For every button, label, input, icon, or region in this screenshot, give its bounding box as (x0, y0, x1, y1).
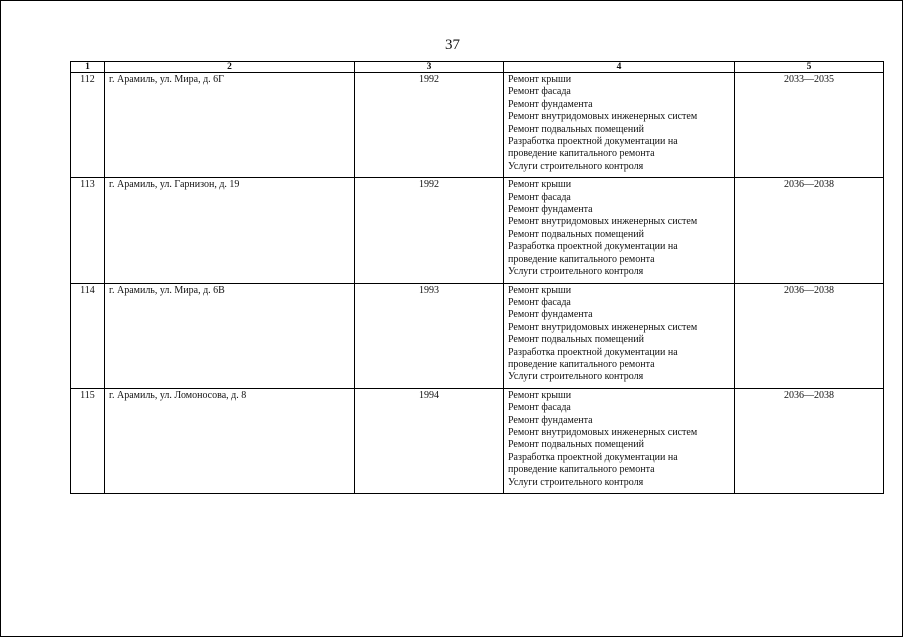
table-row (71, 73, 884, 178)
work-item: Ремонт подвальных помещений (508, 228, 644, 240)
work-item: проведение капитального ремонта (508, 148, 655, 160)
header-row (71, 62, 884, 73)
year-cell: 1992 (355, 178, 504, 283)
work-item: Ремонт внутридомовых инженерных систем (508, 216, 698, 228)
work-item: Услуги строительного контроля (508, 160, 644, 172)
work-item: Ремонт крыши (508, 179, 572, 191)
row-number: 114 (71, 283, 105, 388)
work-item: Ремонт подвальных помещений (508, 334, 644, 346)
row-number: 113 (71, 178, 105, 283)
period-cell: 2036—2038 (735, 283, 884, 388)
row-number: 112 (71, 73, 105, 178)
period-cell: 2036—2038 (735, 178, 884, 283)
address-cell: г. Арамиль, ул. Ломоносова, д. 8 (105, 388, 355, 493)
work-item: проведение капитального ремонта (508, 358, 655, 370)
work-item: Разработка проектной документации на (508, 451, 678, 463)
address-cell: г. Арамиль, ул. Мира, д. 6В (105, 283, 355, 388)
work-item: Ремонт фасада (508, 86, 571, 98)
work-item: проведение капитального ремонта (508, 253, 655, 265)
work-item: Разработка проектной документации на (508, 136, 678, 148)
work-item: Ремонт крыши (508, 284, 572, 296)
year-cell: 1994 (355, 388, 504, 493)
work-item: Ремонт крыши (508, 74, 572, 85)
work-item: Ремонт крыши (508, 389, 572, 401)
period-cell: 2036—2038 (735, 388, 884, 493)
work-item: Ремонт внутридомовых инженерных систем (508, 426, 698, 438)
work-item: Ремонт фундамента (508, 414, 593, 426)
column-header-2: 2 (105, 62, 355, 73)
work-item: Ремонт внутридомовых инженерных систем (508, 111, 698, 123)
works-cell (504, 178, 735, 283)
work-item: Услуги строительного контроля (508, 476, 644, 488)
year-cell: 1993 (355, 283, 504, 388)
table-row (71, 388, 884, 493)
work-item: Ремонт подвальных помещений (508, 123, 644, 135)
row-number: 115 (71, 388, 105, 493)
column-header-1: 1 (71, 62, 105, 73)
work-item: Ремонт фундамента (508, 309, 593, 321)
period-cell: 2033—2035 (735, 73, 884, 178)
work-item: Разработка проектной документации на (508, 346, 678, 358)
year-cell: 1992 (355, 73, 504, 178)
work-item: Ремонт внутридомовых инженерных систем (508, 321, 698, 333)
repair-schedule-table (70, 61, 884, 494)
work-item: проведение капитального ремонта (508, 464, 655, 476)
address-cell: г. Арамиль, ул. Гарнизон, д. 19 (105, 178, 355, 283)
work-item: Ремонт фасада (508, 402, 571, 414)
work-item: Ремонт подвальных помещений (508, 439, 644, 451)
work-item: Ремонт фасада (508, 191, 571, 203)
table-row (71, 178, 884, 283)
work-item: Ремонт фундамента (508, 98, 593, 110)
page-number: 37 (445, 37, 460, 53)
work-item: Ремонт фасада (508, 296, 571, 308)
address-cell: г. Арамиль, ул. Мира, д. 6Г (105, 73, 355, 178)
column-header-5: 5 (735, 62, 884, 73)
work-item: Ремонт фундамента (508, 204, 593, 216)
work-item: Разработка проектной документации на (508, 241, 678, 253)
work-item: Услуги строительного контроля (508, 266, 644, 278)
works-cell (504, 388, 735, 493)
column-header-3: 3 (355, 62, 504, 73)
table-row (71, 283, 884, 388)
works-cell (504, 73, 735, 178)
work-item: Услуги строительного контроля (508, 371, 644, 383)
column-header-4: 4 (504, 62, 735, 73)
works-cell (504, 283, 735, 388)
